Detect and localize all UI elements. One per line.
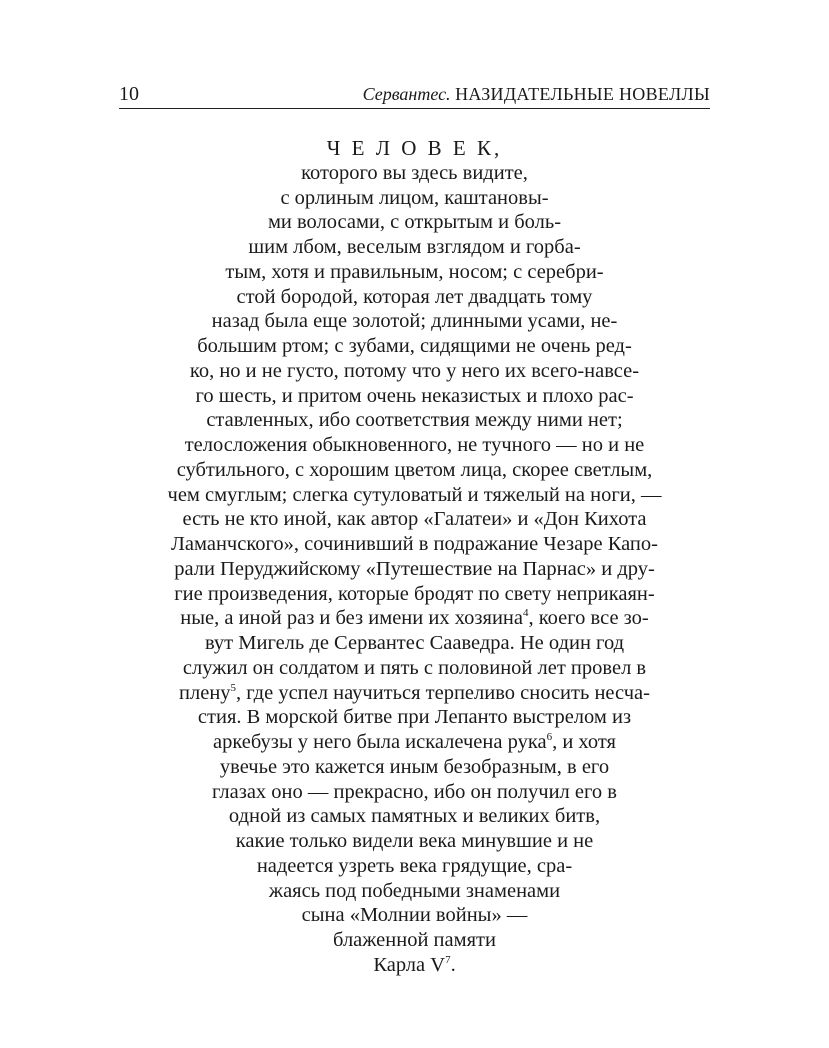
line-text: увечье это кажется иным безобразным, в его <box>219 755 610 778</box>
line-text: плену <box>179 681 231 704</box>
line-text: глазах оно — прекрасно, ибо он получил его в <box>212 780 617 803</box>
text-line <box>100 285 729 310</box>
line-text: которого вы здесь видите, <box>301 161 528 184</box>
line-text-after-note: , где успел научиться терпеливо сносить несча- <box>236 681 650 704</box>
text-line <box>100 309 729 334</box>
line-text: одной из самых памятных и великих битв, <box>228 805 601 828</box>
text-line <box>100 532 729 557</box>
footnote-marker[interactable]: 7 <box>445 953 451 966</box>
text-line <box>100 483 729 508</box>
line-text: есть не кто иной, как автор «Галатеи» и «Дон Кихота <box>182 508 647 531</box>
line-text: Карла V <box>373 953 446 976</box>
text-line <box>100 656 729 681</box>
text-line <box>100 458 729 483</box>
line-text: назад была еще золотой; длинными усами, не- <box>211 310 618 333</box>
running-title <box>363 83 710 105</box>
text-line <box>100 928 729 953</box>
footnote-marker[interactable]: 5 <box>230 681 237 694</box>
line-text: надеется узреть века грядущие, сра- <box>256 854 573 877</box>
text-line <box>100 606 729 631</box>
line-text-after-note: , коего все зо- <box>528 607 649 630</box>
text-line <box>100 334 729 359</box>
line-text: жаясь под победными знаменами <box>268 879 561 902</box>
text-line <box>100 705 729 730</box>
text-line <box>100 507 729 532</box>
text-line <box>100 260 729 285</box>
text-line <box>100 235 729 260</box>
text-line <box>100 186 729 211</box>
line-text: ставленных, ибо соответствия между ними нет; <box>206 409 623 432</box>
body-text <box>100 136 729 978</box>
line-text: стой бородой, которая лет двадцать тому <box>236 285 593 308</box>
text-line <box>100 136 729 161</box>
text-line <box>100 557 729 582</box>
text-line <box>100 631 729 656</box>
page-number: 10 <box>119 83 139 105</box>
text-line <box>100 210 729 235</box>
text-line <box>100 804 729 829</box>
text-line <box>100 359 729 384</box>
line-text: ко, но и не густо, потому что у него их всего-навсе- <box>189 359 640 382</box>
text-line <box>100 780 729 805</box>
line-text: Ч Е Л О В Е К, <box>326 136 503 160</box>
running-head <box>119 80 710 108</box>
line-text: шим лбом, веселым взглядом и горба- <box>248 236 581 258</box>
text-line <box>100 903 729 928</box>
line-text: сына «Молнии войны» — <box>301 904 528 927</box>
text-line <box>100 161 729 186</box>
line-text: гие произведения, которые бродят по свету неприкаян- <box>174 582 655 605</box>
text-line <box>100 953 729 978</box>
line-text: чем смуглым; слегка сутуловатый и тяжелый на ноги, — <box>167 483 662 506</box>
line-text: го шесть, и притом очень неказистых и плохо рас- <box>195 384 634 407</box>
line-text-after-note: , и хотя <box>552 731 616 753</box>
line-text: большим ртом; с зубами, сидящими не очень ред- <box>197 335 632 357</box>
line-text: Ламанчского», сочинивший в подражание Чезаре Капо- <box>171 533 658 555</box>
line-text: стия. В морской битве при Лепанто выстрелом из <box>197 706 632 729</box>
text-line <box>100 408 729 433</box>
line-text: какие только видели века минувшие и не <box>235 830 594 852</box>
text-line <box>100 879 729 904</box>
footnote-marker[interactable]: 6 <box>546 731 553 744</box>
text-line <box>100 755 729 780</box>
line-text: служил он солдатом и пять с половиной лет провел в <box>182 656 647 679</box>
text-line <box>100 854 729 879</box>
line-text: рали Перуджийскому «Путешествие на Парнас» и дру- <box>174 557 655 580</box>
line-text: аркебузы у него была искалечена рука <box>213 731 547 753</box>
text-line <box>100 681 729 706</box>
running-title-book: НАЗИДАТЕЛЬНЫЕ НОВЕЛЛЫ <box>455 84 710 104</box>
text-line <box>100 829 729 854</box>
line-text: вут Мигель де Сервантес Сааведра. Не один год <box>204 632 625 654</box>
line-text: тым, хотя и правильным, носом; с серебри- <box>225 260 604 283</box>
line-text: блаженной памяти <box>333 929 496 951</box>
text-line <box>100 384 729 409</box>
line-text-after-note: . <box>450 953 456 976</box>
header-rule <box>119 108 710 109</box>
text-line <box>100 730 729 755</box>
line-text: субтильного, с хорошим цветом лица, скорее светлым, <box>176 458 653 481</box>
line-text: с орлиным лицом, каштановы- <box>280 186 549 209</box>
line-text: ми волосами, с открытым и боль- <box>267 211 562 234</box>
running-title-author: Сервантес. <box>362 84 451 104</box>
footnote-marker[interactable]: 4 <box>523 607 529 620</box>
line-text: телосложения обыкновенного, не тучного — но и не <box>184 434 645 456</box>
text-line <box>100 433 729 458</box>
text-line <box>100 582 729 607</box>
line-text: ные, а иной раз и без имени их хозяина <box>180 607 523 630</box>
